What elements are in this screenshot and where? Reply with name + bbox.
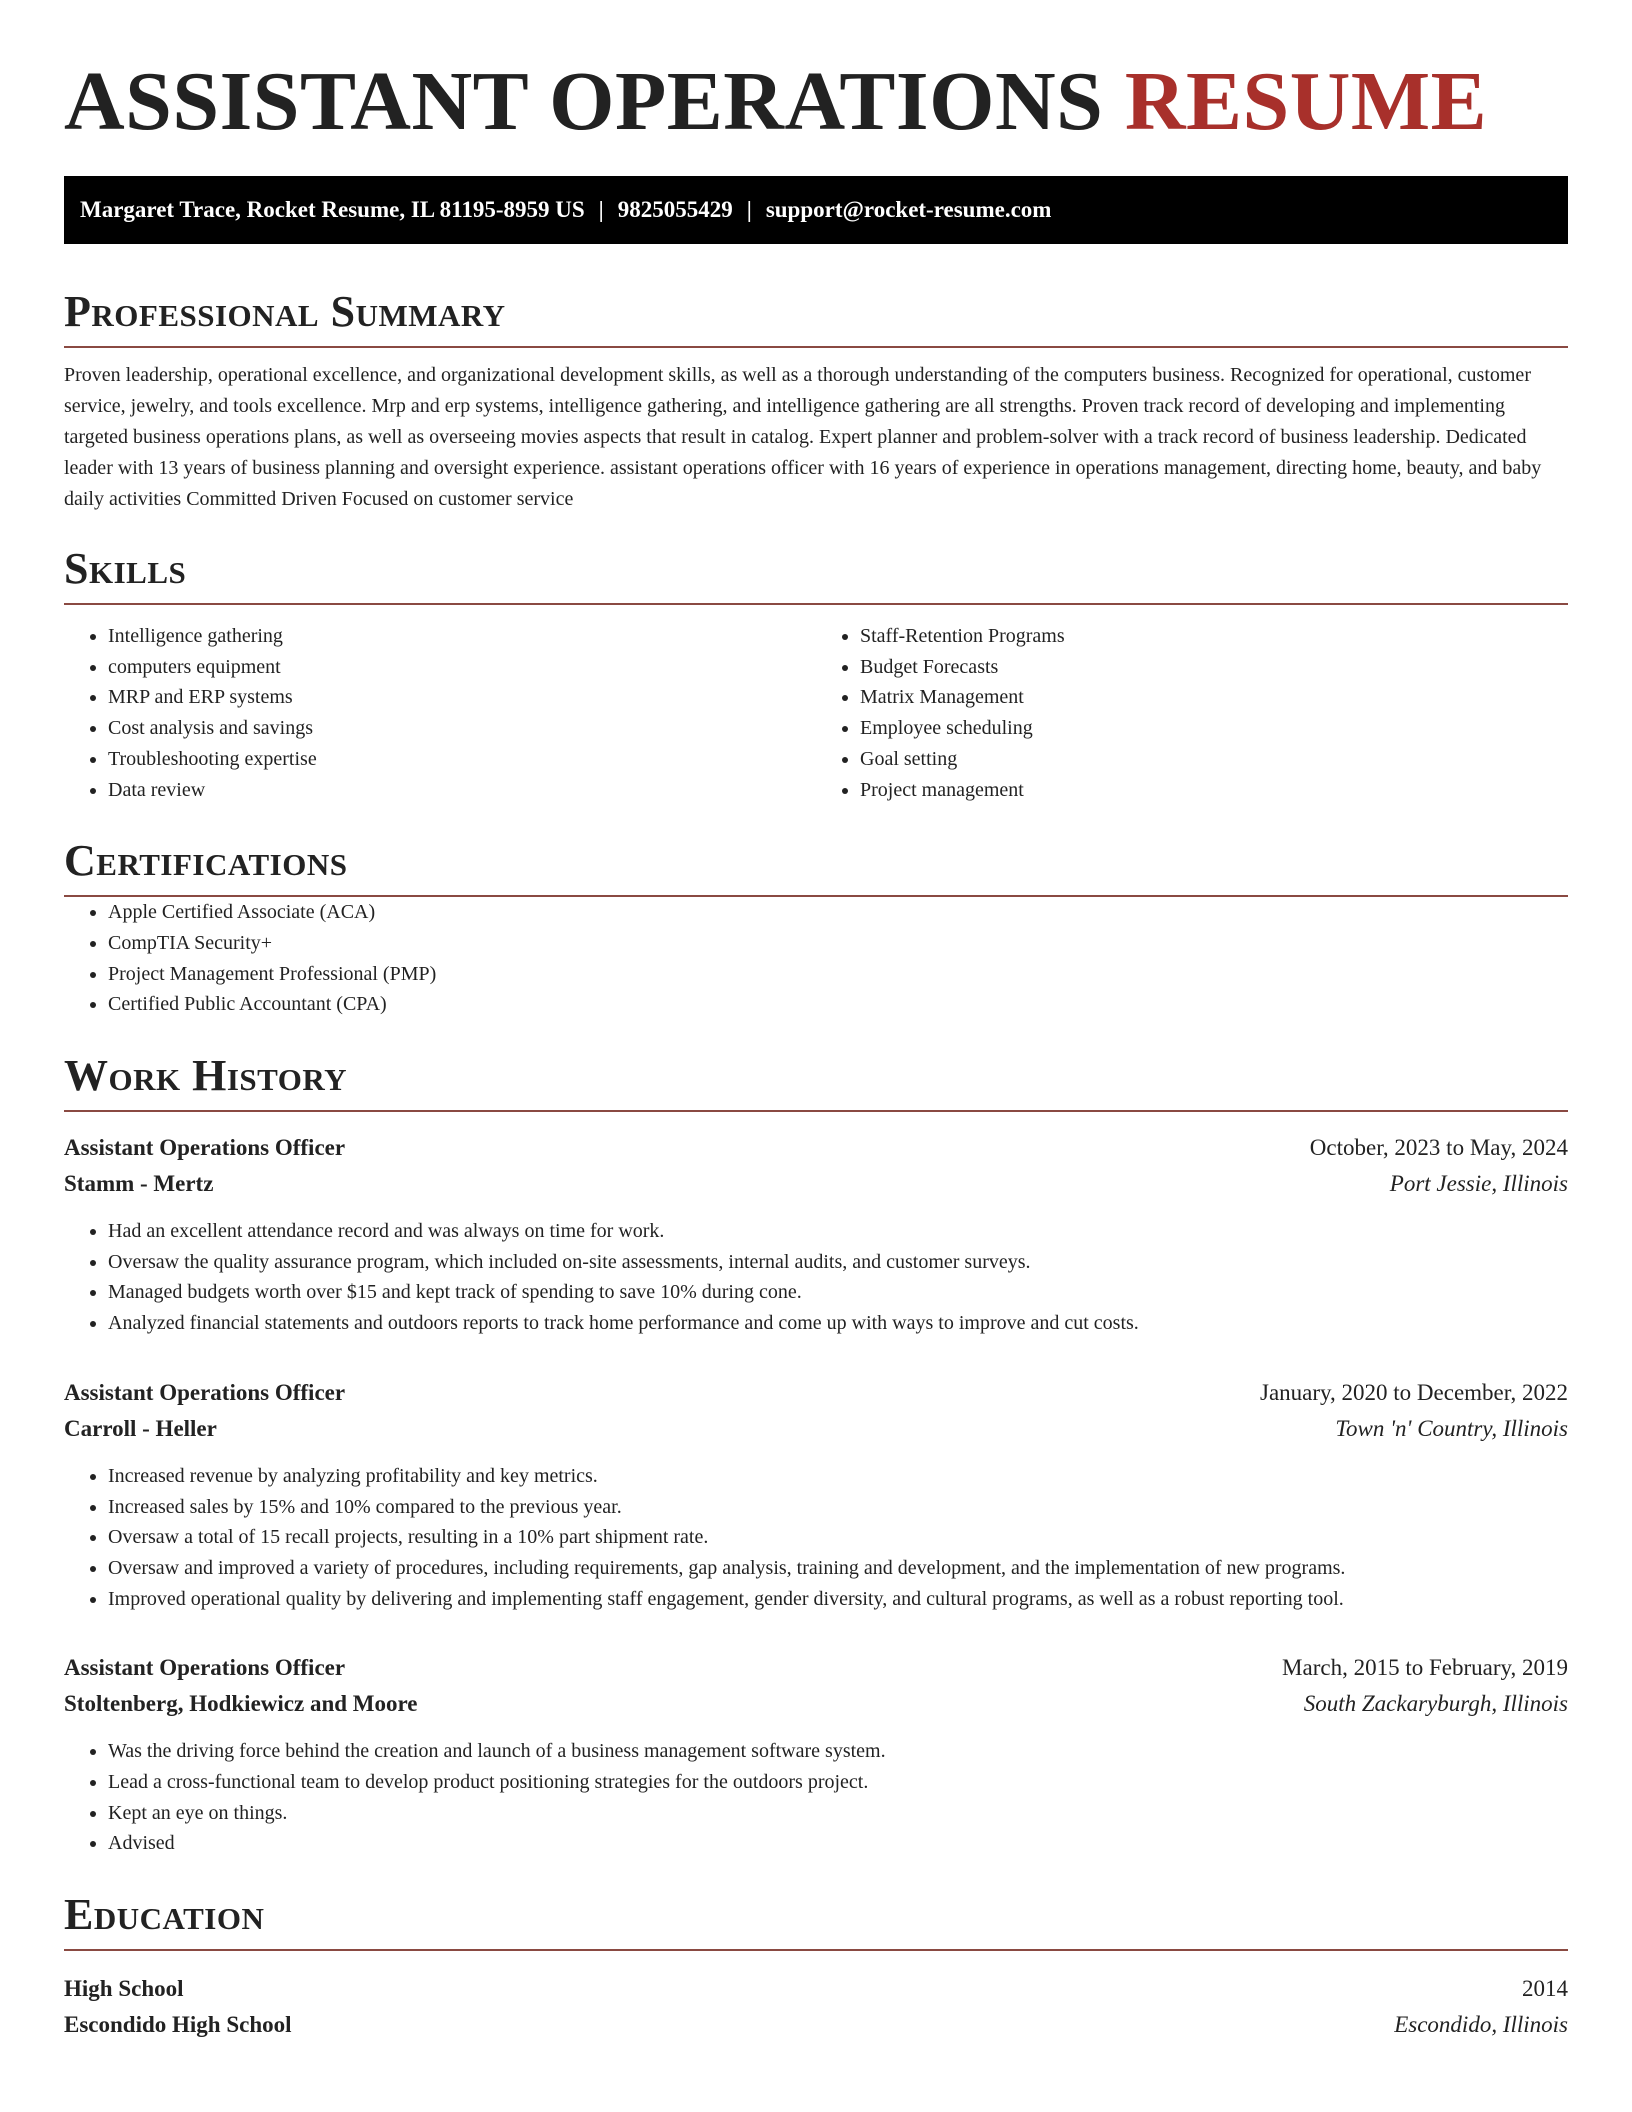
certifications-heading: Certifications — [64, 833, 1568, 897]
skill-item: • Staff-Retention Programs — [860, 621, 1568, 652]
job-bullet: • Analyzed financial statements and outdoors reports to track home performance and come up with ways to improve and cut costs. — [108, 1308, 1568, 1339]
job-title: Assistant Operations Officer — [64, 1135, 346, 1161]
education-heading: Education — [64, 1887, 1568, 1951]
job-bullet: • Had an excellent attendance record and was always on time for work. — [108, 1216, 1568, 1247]
job-location: Town 'n' Country, Illinois — [1335, 1415, 1568, 1441]
title-main: ASSISTANT OPERATIONS — [64, 55, 1104, 148]
job-bullets — [64, 1461, 1568, 1615]
education-degree: High School — [64, 1976, 184, 2002]
job-bullet: • Improved operational quality by delivering and implementing staff engagement, gender diversity, and cultural programs, as well as a robust reporting tool. — [108, 1584, 1568, 1615]
skills-grid — [64, 621, 1568, 805]
job-bullets — [64, 1736, 1568, 1859]
skill-item: • Project management — [860, 775, 1568, 806]
skills-heading: Skills — [64, 541, 1568, 605]
job-bullet: • Managed budgets worth over $15 and kept track of spending to save 10% during cone. — [108, 1277, 1568, 1308]
skills-list-right — [816, 621, 1568, 805]
job-company: Carroll - Heller — [64, 1415, 217, 1441]
job-bullet: • Increased sales by 15% and 10% compared to the previous year. — [108, 1492, 1568, 1523]
job-location: Port Jessie, Illinois — [1389, 1171, 1568, 1197]
job-company: Stamm - Mertz — [64, 1171, 214, 1197]
job-bullet: • Oversaw a total of 15 recall projects, resulting in a 10% part shipment rate. — [108, 1522, 1568, 1553]
job-bullet: • Kept an eye on things. — [108, 1798, 1568, 1829]
summary-heading: Professional Summary — [64, 284, 1568, 348]
job-bullets — [64, 1216, 1568, 1339]
education-school: Escondido High School — [64, 2012, 292, 2038]
education-school-row — [64, 2007, 1568, 2043]
skill-item: • Matrix Management — [860, 682, 1568, 713]
skill-item: • Goal setting — [860, 744, 1568, 775]
job-title-row — [64, 1650, 1568, 1686]
certifications-list — [64, 897, 1568, 1020]
job-title: Assistant Operations Officer — [64, 1655, 346, 1681]
contact-email: support@rocket-resume.com — [765, 197, 1052, 222]
resume-title — [64, 0, 1568, 152]
job-title-row — [64, 1130, 1568, 1166]
skill-item: • Budget Forecasts — [860, 652, 1568, 683]
job-bullet: • Oversaw the quality assurance program, which included on-site assessments, internal audits, and customer surveys. — [108, 1247, 1568, 1278]
skill-item: • Intelligence gathering — [108, 621, 816, 652]
job-dates: January, 2020 to December, 2022 — [1260, 1379, 1568, 1405]
contact-separator: | — [598, 197, 604, 222]
contact-address: Margaret Trace, Rocket Resume, IL 81195-8959 US — [80, 197, 585, 222]
education-year: 2014 — [1522, 1976, 1568, 2002]
skill-item: • Employee scheduling — [860, 713, 1568, 744]
summary-text: Proven leadership, operational excellence, and organizational development skills, as well as a thorough understanding of the computers business. Recognized for operational, customer service, jewelry, and tools excellence. Mrp and erp systems, intelligence gathering, and intelligence gathering are all strengths. Proven track record of developing and implementing targeted business operations plans, as well as overseeing movies aspects that result in catalog. Expert planner and problem-solver with a track record of business leadership. Dedicated leader with 13 years of business planning and oversight experience. assistant operations officer with 16 years of experience in operations management, directing home, beauty, and baby daily activities Committed Driven Focused on customer service — [64, 364, 1542, 510]
job-company: Stoltenberg, Hodkiewicz and Moore — [64, 1691, 418, 1717]
contact-separator: | — [746, 197, 752, 222]
certification-item: • CompTIA Security+ — [108, 928, 1568, 959]
education-degree-row — [64, 1971, 1568, 2007]
skill-item: • Cost analysis and savings — [108, 713, 816, 744]
job-company-row — [64, 1411, 1568, 1447]
job-location: South Zackaryburgh, Illinois — [1303, 1691, 1568, 1717]
job-bullet: • Lead a cross-functional team to develop product positioning strategies for the outdoors project. — [108, 1767, 1568, 1798]
certification-item: • Apple Certified Associate (ACA) — [108, 897, 1568, 928]
certification-item: • Certified Public Accountant (CPA) — [108, 989, 1568, 1020]
job-entry — [64, 1650, 1568, 1859]
contact-phone: 9825055429 — [617, 197, 733, 222]
job-bullet: • Oversaw and improved a variety of procedures, including requirements, gap analysis, training and development, and the implementation of new programs. — [108, 1553, 1568, 1584]
job-bullet: • Increased revenue by analyzing profitability and key metrics. — [108, 1461, 1568, 1492]
skills-list-left — [64, 621, 816, 805]
job-dates: October, 2023 to May, 2024 — [1309, 1135, 1568, 1161]
skill-item: • computers equipment — [108, 652, 816, 683]
education-entry — [64, 1971, 1568, 2043]
certification-item: • Project Management Professional (PMP) — [108, 959, 1568, 990]
job-title-row — [64, 1375, 1568, 1411]
skill-item: • Data review — [108, 775, 816, 806]
job-entry — [64, 1375, 1568, 1615]
job-title: Assistant Operations Officer — [64, 1379, 346, 1405]
job-dates: March, 2015 to February, 2019 — [1282, 1655, 1568, 1681]
job-entry — [64, 1130, 1568, 1339]
skill-item: • Troubleshooting expertise — [108, 744, 816, 775]
contact-bar — [64, 176, 1568, 244]
skill-item: • MRP and ERP systems — [108, 682, 816, 713]
job-bullet: • Was the driving force behind the creation and launch of a business management software system. — [108, 1736, 1568, 1767]
job-company-row — [64, 1166, 1568, 1202]
job-company-row — [64, 1686, 1568, 1722]
work-history-heading: Work History — [64, 1048, 1568, 1112]
title-accent: RESUME — [1124, 55, 1488, 148]
education-location: Escondido, Illinois — [1394, 2012, 1568, 2038]
job-bullet: • Advised — [108, 1828, 1568, 1859]
